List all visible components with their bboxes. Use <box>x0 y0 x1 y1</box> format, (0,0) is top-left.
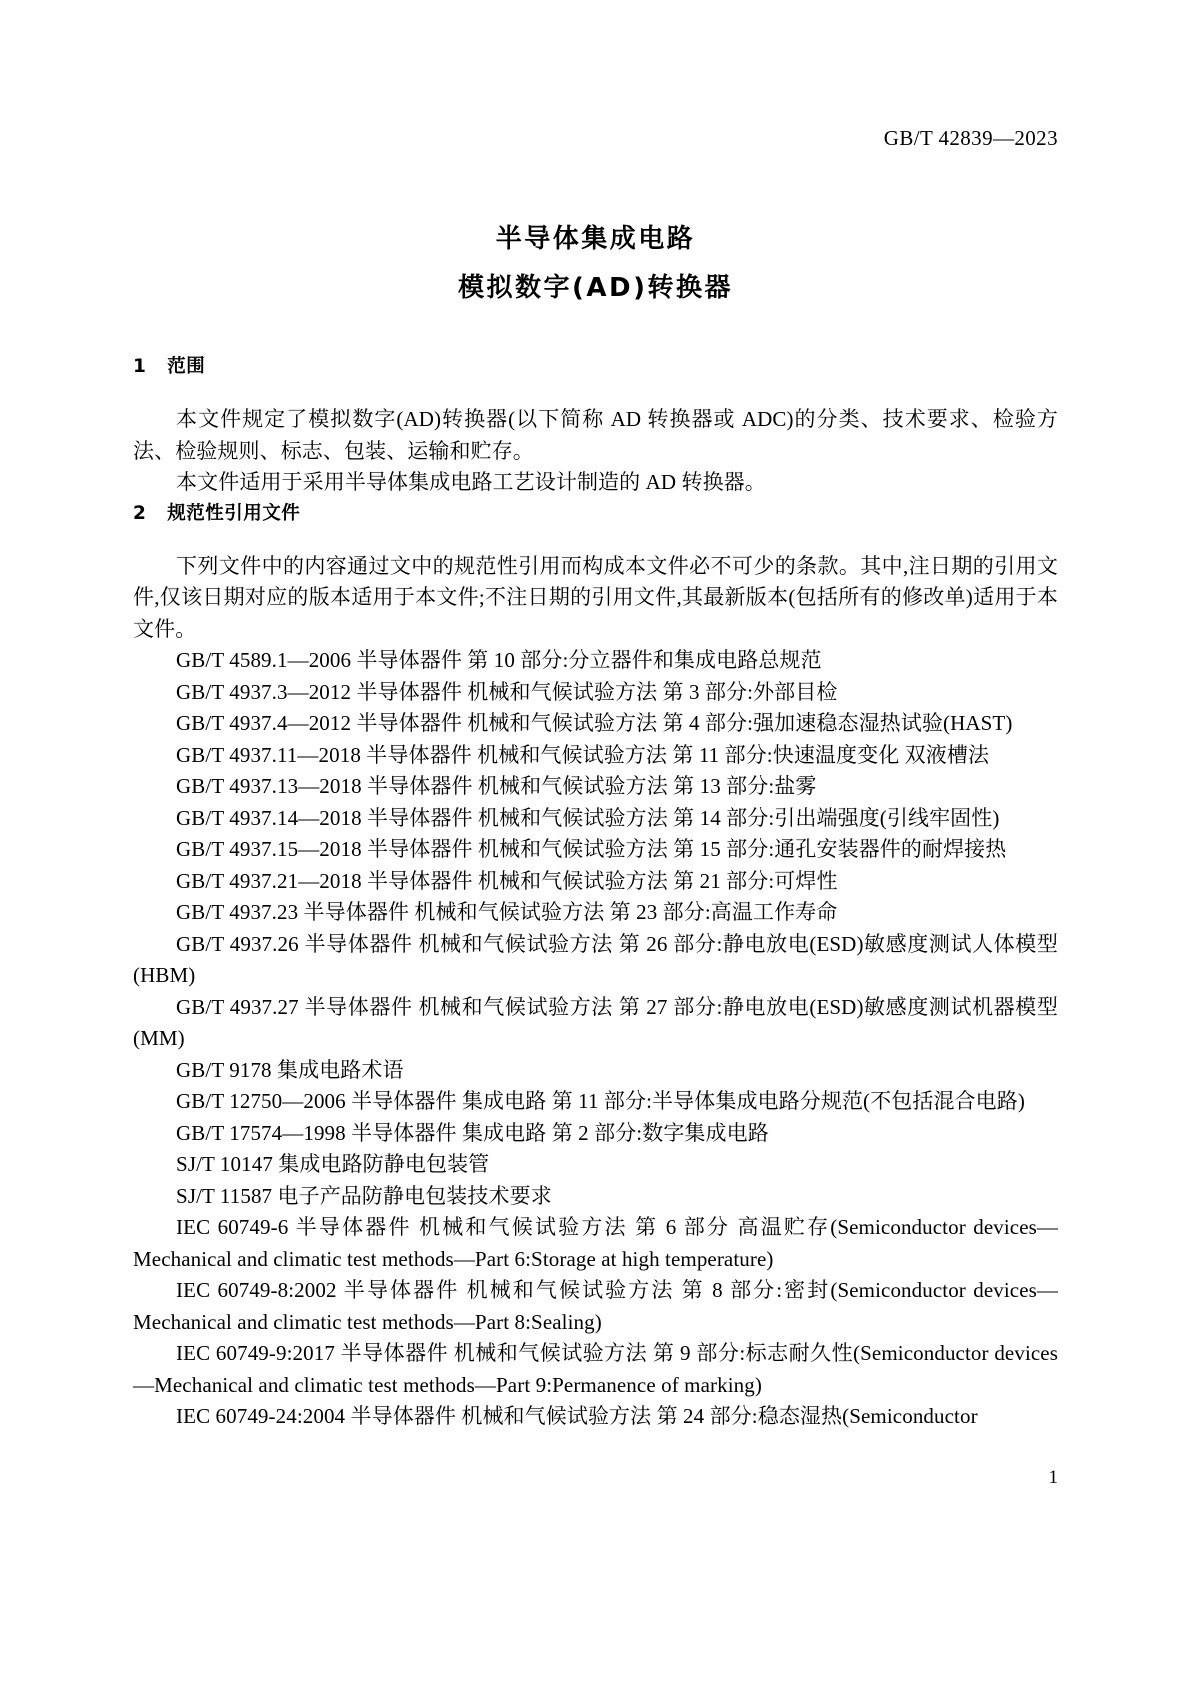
reference-item: GB/T 4937.26 半导体器件 机械和气候试验方法 第 26 部分:静电放电(ESD)敏感度测试人体模型(HBM) <box>133 931 1058 987</box>
page-number: 1 <box>1048 1467 1058 1488</box>
reference-item: GB/T 4937.15—2018 半导体器件 机械和气候试验方法 第 15 部分:通孔安装器件的耐焊接热 <box>176 837 1007 861</box>
reference-item: GB/T 4937.13—2018 半导体器件 机械和气候试验方法 第 13 部分:盐雾 <box>176 774 817 798</box>
reference-item: GB/T 4937.11—2018 半导体器件 机械和气候试验方法 第 11 部分:快速温度变化 双液槽法 <box>176 742 990 767</box>
clause-heading-2: 2 规范性引用文件 <box>133 502 301 524</box>
reference-item: GB/T 4937.27 半导体器件 机械和气候试验方法 第 27 部分:静电放电(ESD)敏感度测试机器模型(MM) <box>133 994 1058 1050</box>
standard-number: GB/T 42839—2023 <box>883 126 1058 150</box>
reference-item: GB/T 4937.4—2012 半导体器件 机械和气候试验方法 第 4 部分:强加速稳态湿热试验(HAST) <box>176 711 1013 735</box>
normative-references-list <box>133 645 1058 1433</box>
document-body <box>133 352 1058 1433</box>
title-line-2: 模拟数字(AD)转换器 <box>458 273 733 303</box>
reference-item: SJ/T 11587 电子产品防静电包装技术要求 <box>176 1183 552 1208</box>
reference-item: GB/T 9178 集成电路术语 <box>176 1057 404 1082</box>
reference-item: GB/T 4937.14—2018 半导体器件 机械和气候试验方法 第 14 部分:引出端强度(引线牢固性) <box>176 805 1000 830</box>
clause-heading-1: 1 范围 <box>133 356 206 377</box>
reference-item: GB/T 4937.21—2018 半导体器件 机械和气候试验方法 第 21 部分:可焊性 <box>176 868 838 893</box>
clause-1-paragraph-2: 本文件适用于采用半导体集成电路工艺设计制造的 AD 转换器。 <box>176 470 766 494</box>
reference-item: GB/T 4937.23 半导体器件 机械和气候试验方法 第 23 部分:高温工作寿命 <box>176 900 838 924</box>
reference-item: GB/T 12750—2006 半导体器件 集成电路 第 11 部分:半导体集成电路分规范(不包括混合电路) <box>176 1089 1025 1113</box>
reference-item: IEC 60749-9:2017 半导体器件 机械和气候试验方法 第 9 部分:标志耐久性(Semiconductor devices—Mechanical and climatic test methods—Part 9:Permanence of marking) <box>133 1341 1058 1397</box>
reference-item: GB/T 17574—1998 半导体器件 集成电路 第 2 部分:数字集成电路 <box>176 1120 769 1145</box>
reference-item: SJ/T 10147 集成电路防静电包装管 <box>176 1152 490 1176</box>
reference-item: IEC 60749-6 半导体器件 机械和气候试验方法 第 6 部分 高温贮存(Semiconductor devices—Mechanical and climatic test methods—Part 6:Storage at high temperature) <box>133 1215 1058 1271</box>
reference-item: GB/T 4937.3—2012 半导体器件 机械和气候试验方法 第 3 部分:外部目检 <box>176 679 838 704</box>
document-title <box>0 215 1191 313</box>
reference-item: GB/T 4589.1—2006 半导体器件 第 10 部分:分立器件和集成电路总规范 <box>176 648 822 672</box>
page-header <box>133 126 1058 156</box>
reference-item: IEC 60749-24:2004 半导体器件 机械和气候试验方法 第 24 部分:稳态湿热(Semiconductor <box>176 1404 978 1428</box>
reference-item: IEC 60749-8:2002 半导体器件 机械和气候试验方法 第 8 部分:密封(Semiconductor devices—Mechanical and climatic test methods—Part 8:Sealing) <box>133 1278 1058 1334</box>
clause-2-paragraph-1: 下列文件中的内容通过文中的规范性引用而构成本文件必不可少的条款。其中,注日期的引用文件,仅该日期对应的版本适用于本文件;不注日期的引用文件,其最新版本(包括所有的修改单)适用于本文件。 <box>133 553 1058 641</box>
title-line-1: 半导体集成电路 <box>495 224 696 254</box>
clause-1-paragraph-1: 本文件规定了模拟数字(AD)转换器(以下简称 AD 转换器或 ADC)的分类、技术要求、检验方法、检验规则、标志、包装、运输和贮存。 <box>133 407 1058 463</box>
